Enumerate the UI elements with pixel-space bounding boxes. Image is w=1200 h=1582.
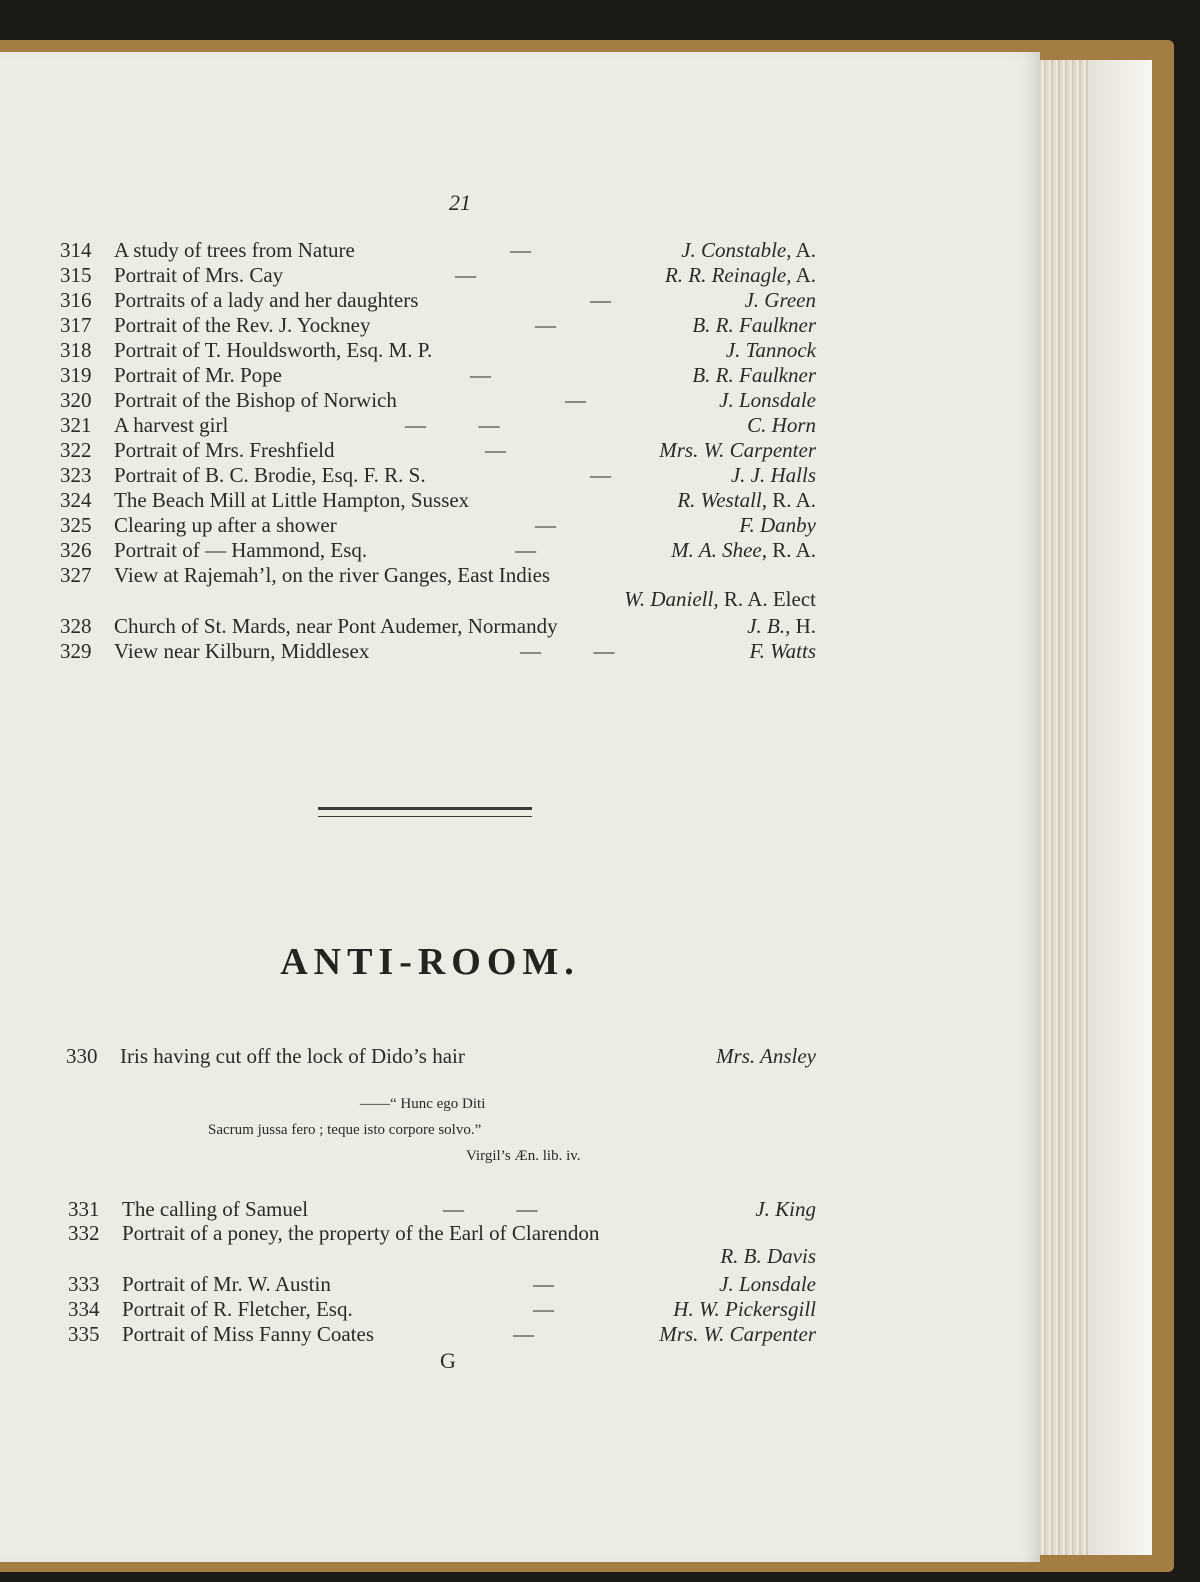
artist-suffix: R. A. Elect — [723, 587, 816, 611]
entry-title: Portrait of — Hammond, Esq. — [114, 538, 368, 562]
entry-dash: — — [510, 238, 531, 262]
entry-335 — [68, 1322, 816, 1347]
entry-artist — [739, 513, 816, 538]
entry-number: 323 — [60, 463, 92, 487]
entry-artist: Mrs. Ansley — [716, 1044, 816, 1068]
entry-dash: — — [455, 263, 476, 287]
entry-327 — [60, 563, 816, 588]
entry-artist — [744, 288, 816, 313]
entry-dash: — — [535, 313, 556, 337]
entry-dash: — — [535, 513, 556, 537]
entry-number: 329 — [60, 639, 92, 663]
page — [0, 52, 1040, 1562]
artist-name: B. R. Faulkner — [692, 313, 816, 337]
artist-suffix: R. A. — [766, 538, 816, 562]
entry-title: Portrait of B. C. Brodie, Esq. F. R. S. — [114, 463, 426, 487]
entry-artist — [747, 614, 816, 639]
entry-title: The calling of Samuel — [122, 1197, 309, 1221]
entry-dash: — — [533, 1297, 554, 1321]
entry-title: Portraits of a lady and her daughters — [114, 288, 419, 312]
entry-number: 320 — [60, 388, 92, 412]
entry-artist — [749, 639, 816, 664]
entry-title: The Beach Mill at Little Hampton, Sussex — [114, 488, 470, 512]
artist-name: C. Horn — [747, 413, 816, 437]
artist-name: R. Westall, — [677, 488, 767, 512]
artist-name: W. Daniell, — [624, 587, 719, 611]
entry-dash: — — [485, 438, 506, 462]
artist-name: J. Lonsdale — [719, 1272, 816, 1296]
entry-325 — [60, 513, 816, 538]
entry-title: A study of trees from Nature — [114, 238, 355, 262]
entry-artist — [659, 1322, 816, 1347]
quote-source: Virgil’s Æn. lib. iv. — [466, 1148, 581, 1164]
entry-title: View near Kilburn, Middlesex — [114, 639, 370, 663]
entry-artist — [673, 1297, 816, 1322]
entry-number: 327 — [60, 563, 92, 587]
artist-name: J. J. Halls — [730, 463, 816, 487]
section-rule — [318, 807, 532, 817]
entry-artist — [719, 1272, 816, 1297]
entry-title: Portrait of Mr. W. Austin — [122, 1272, 331, 1296]
entry-artist — [659, 438, 816, 463]
artist-name: B. R. Faulkner — [692, 363, 816, 387]
entry-number: 318 — [60, 338, 92, 362]
entry-artist — [681, 238, 816, 263]
artist-name: R. R. Reinagle, — [664, 263, 792, 287]
artist-name: F. Watts — [749, 639, 816, 663]
entry-number: 316 — [60, 288, 92, 312]
signature-mark: G — [440, 1348, 456, 1373]
entry-artist — [677, 488, 816, 513]
artist-suffix: A. — [791, 263, 816, 287]
entry-artist — [747, 413, 816, 438]
entry-333 — [68, 1272, 816, 1297]
entry-332-artist — [720, 1244, 816, 1269]
artist-name: M. A. Shee, — [671, 538, 767, 562]
entry-314 — [60, 238, 816, 263]
entry-320 — [60, 388, 816, 413]
page-number: 21 — [449, 190, 471, 215]
entry-number: 325 — [60, 513, 92, 537]
entry-artist — [692, 313, 816, 338]
artist-name: Mrs. W. Carpenter — [659, 1322, 816, 1346]
artist-name: J. Tannock — [725, 338, 816, 362]
entry-dash: — — — [405, 413, 500, 437]
entry-dash: — — [590, 288, 611, 312]
entry-number: 315 — [60, 263, 92, 287]
artist-name: J. Green — [744, 288, 816, 312]
entry-number: 332 — [68, 1221, 100, 1245]
entry-dash: — — [565, 388, 586, 412]
entry-title: A harvest girl — [114, 413, 229, 437]
artist-name: H. W. Pickersgill — [673, 1297, 816, 1321]
entry-title: Portrait of R. Fletcher, Esq. — [122, 1297, 353, 1321]
entry-327-artist — [624, 587, 816, 612]
entry-title: Portrait of T. Houldsworth, Esq. M. P. — [114, 338, 433, 362]
entry-number: 319 — [60, 363, 92, 387]
entry-title: Portrait of Miss Fanny Coates — [122, 1322, 374, 1346]
entry-dash: — — [515, 538, 536, 562]
entry-number: 333 — [68, 1272, 100, 1296]
entry-326 — [60, 538, 816, 563]
entry-title: Iris having cut off the lock of Dido’s hair — [120, 1044, 465, 1068]
entry-330 — [66, 1044, 816, 1069]
entry-dash: — — — [520, 639, 615, 663]
entry-title: View at Rajemah’l, on the river Ganges, East Indies — [114, 563, 551, 587]
artist-name: Mrs. W. Carpenter — [659, 438, 816, 462]
entry-dash: — — [590, 463, 611, 487]
entry-321 — [60, 413, 816, 438]
entry-dash: — — [470, 363, 491, 387]
entry-title: Clearing up after a shower — [114, 513, 337, 537]
artist-name: F. Danby — [739, 513, 816, 537]
entry-title: Portrait of the Rev. J. Yockney — [114, 313, 371, 337]
entry-number: 330 — [66, 1044, 98, 1068]
entry-331 — [68, 1197, 816, 1222]
artist-name: J. King — [755, 1197, 816, 1221]
entry-number: 317 — [60, 313, 92, 337]
entry-artist — [719, 388, 816, 413]
entry-artist — [665, 263, 816, 288]
quote-line-2: Sacrum jussa fero ; teque isto corpore solvo.” — [208, 1122, 482, 1138]
entry-artist — [692, 363, 816, 388]
artist-name: J. B., — [747, 614, 791, 638]
entry-number: 321 — [60, 413, 92, 437]
entry-319 — [60, 363, 816, 388]
entry-title: Church of St. Mards, near Pont Audemer, Normandy — [114, 614, 558, 638]
entry-dash: — — — [443, 1197, 538, 1221]
room-title: ANTI-ROOM. — [280, 941, 580, 983]
entry-316 — [60, 288, 816, 313]
page-edges — [1040, 60, 1152, 1555]
artist-suffix: A. — [791, 238, 816, 262]
entry-number: 324 — [60, 488, 92, 512]
entry-number: 314 — [60, 238, 92, 262]
artist-name: R. B. Davis — [720, 1244, 816, 1268]
entry-number: 322 — [60, 438, 92, 462]
entry-317 — [60, 313, 816, 338]
entry-number: 331 — [68, 1197, 100, 1221]
artist-name: J. Constable, — [681, 238, 792, 262]
entry-title: Portrait of a poney, the property of the Earl of Clarendon — [122, 1221, 600, 1245]
entry-324 — [60, 488, 816, 513]
entry-dash: — — [513, 1322, 534, 1346]
entry-322 — [60, 438, 816, 463]
entry-artist — [671, 538, 816, 563]
entry-artist — [755, 1197, 816, 1222]
entry-title: Portrait of Mrs. Freshfield — [114, 438, 335, 462]
entry-328 — [60, 614, 816, 639]
entry-artist — [726, 338, 816, 363]
entry-334 — [68, 1297, 816, 1322]
entry-318 — [60, 338, 816, 363]
entry-315 — [60, 263, 816, 288]
entry-number: 328 — [60, 614, 92, 638]
artist-suffix: H. — [790, 614, 816, 638]
quote-line-1: ——“ Hunc ego Diti — [360, 1096, 486, 1112]
entry-number: 334 — [68, 1297, 100, 1321]
entry-323 — [60, 463, 816, 488]
entry-number: 335 — [68, 1322, 100, 1346]
entry-dash: — — [533, 1272, 554, 1296]
artist-suffix: R. A. — [766, 488, 816, 512]
entry-title: Portrait of Mr. Pope — [114, 363, 282, 387]
entry-332 — [68, 1221, 816, 1246]
entry-title: Portrait of the Bishop of Norwich — [114, 388, 397, 412]
entry-title: Portrait of Mrs. Cay — [114, 263, 284, 287]
entry-artist — [731, 463, 816, 488]
entry-number: 326 — [60, 538, 92, 562]
entry-329 — [60, 639, 816, 664]
artist-name: J. Lonsdale — [719, 388, 816, 412]
